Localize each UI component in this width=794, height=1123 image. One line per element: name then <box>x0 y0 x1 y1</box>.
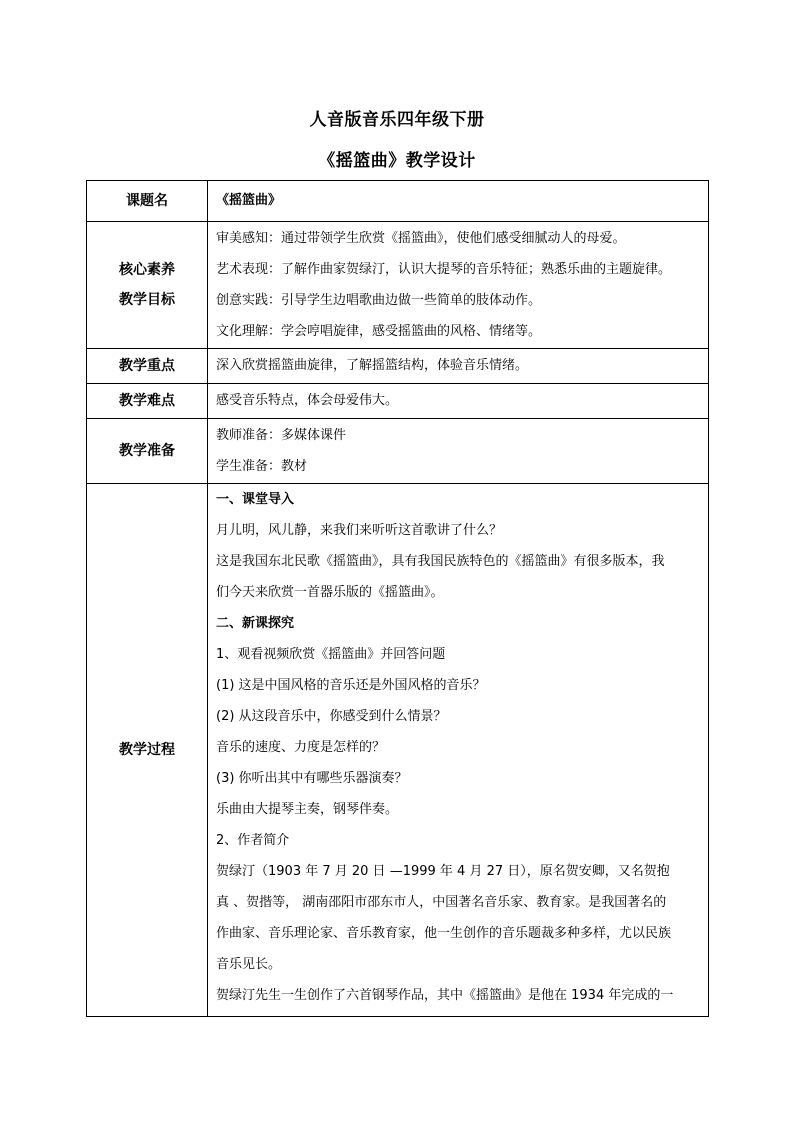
process-line: 贺绿汀先生一生创作了六首钢琴作品，其中《摇篮曲》是他在 1934 年完成的一 <box>216 988 674 1003</box>
key-points-label: 教学重点 <box>87 349 208 384</box>
process-line: 作曲家、音乐理论家、音乐教育家，他一生创作的音乐题裁多种多样，尤以民族 <box>216 926 672 941</box>
lesson-plan-table <box>86 180 709 1017</box>
process-line: 乐曲由大提琴主奏，钢琴伴奏。 <box>216 802 399 817</box>
process-line: (1) 这是中国风格的音乐还是外国风格的音乐？ <box>216 678 486 693</box>
key-points-row <box>87 349 709 384</box>
objective-line: 艺术表现：了解作曲家贺绿汀，认识大提琴的音乐特征；熟悉乐曲的主题旋律。 <box>216 262 672 277</box>
process-line: 音乐见长。 <box>216 957 282 972</box>
process-line: 月儿明，风儿静，来我们来听听这首歌讲了什么？ <box>216 523 503 538</box>
objective-line: 文化理解：学会哼唱旋律，感受摇篮曲的风格、情绪等。 <box>216 324 542 339</box>
objective-line: 审美感知：通过带领学生欣赏《摇篮曲》，使他们感受细腻动人的母爱。 <box>216 231 626 246</box>
difficulties-value: 感受音乐特点，体会母爱伟大。 <box>208 384 709 419</box>
topic-value: 《摇篮曲》 <box>208 181 709 222</box>
topic-label: 课题名 <box>87 181 208 222</box>
preparation-line: 教师准备：多媒体课件 <box>216 428 347 443</box>
process-line: (2) 从这段音乐中，你感受到什么情景？ <box>216 709 447 724</box>
process-label: 教学过程 <box>87 484 208 1017</box>
preparation-label: 教学准备 <box>87 419 208 484</box>
process-content <box>208 484 709 1017</box>
preparation-row <box>87 419 709 484</box>
objectives-row <box>87 222 709 349</box>
preparation-line: 学生准备：教材 <box>216 459 308 474</box>
document-title: 人音版音乐四年级下册 <box>309 110 485 130</box>
objectives-label <box>87 222 208 349</box>
objectives-label-line2: 教学目标 <box>119 292 175 308</box>
topic-row <box>87 181 709 222</box>
preparation-content <box>208 419 709 484</box>
process-row <box>87 484 709 1017</box>
difficulties-row <box>87 384 709 419</box>
objectives-content <box>208 222 709 349</box>
objectives-label-line1: 核心素养 <box>119 262 175 278</box>
objective-line: 创意实践：引导学生边唱歌曲边做一些简单的肢体动作。 <box>216 293 542 308</box>
document-subtitle: 《摇篮曲》教学设计 <box>318 151 476 171</box>
process-line: 真 、贺揩等， 湖南邵阳市邵东市人，中国著名音乐家、教育家。是我国著名的 <box>216 895 667 910</box>
key-points-value: 深入欣赏摇篮曲旋律，了解摇篮结构，体验音乐情绪。 <box>208 349 709 384</box>
process-line: 音乐的速度、力度是怎样的？ <box>216 740 386 755</box>
section-heading: 一、课堂导入 <box>216 492 295 507</box>
process-line: (3) 你听出其中有哪些乐器演奏？ <box>216 771 408 786</box>
process-line: 贺绿汀（1903 年 7 月 20 日 —1999 年 4 月 27 日），原名贺安卿，又名贺抱 <box>216 864 670 879</box>
process-line: 1、观看视频欣赏《摇篮曲》并回答问题 <box>216 647 446 662</box>
process-line: 2、作者简介 <box>216 833 290 848</box>
process-line: 这是我国东北民歌《摇篮曲》，具有我国民族特色的《摇篮曲》有很多版本，我 <box>216 554 665 569</box>
difficulties-label: 教学难点 <box>87 384 208 419</box>
process-line: 们今天来欣赏一首器乐版的《摇篮曲》。 <box>216 585 444 600</box>
section-heading: 二、新课探究 <box>216 616 295 631</box>
